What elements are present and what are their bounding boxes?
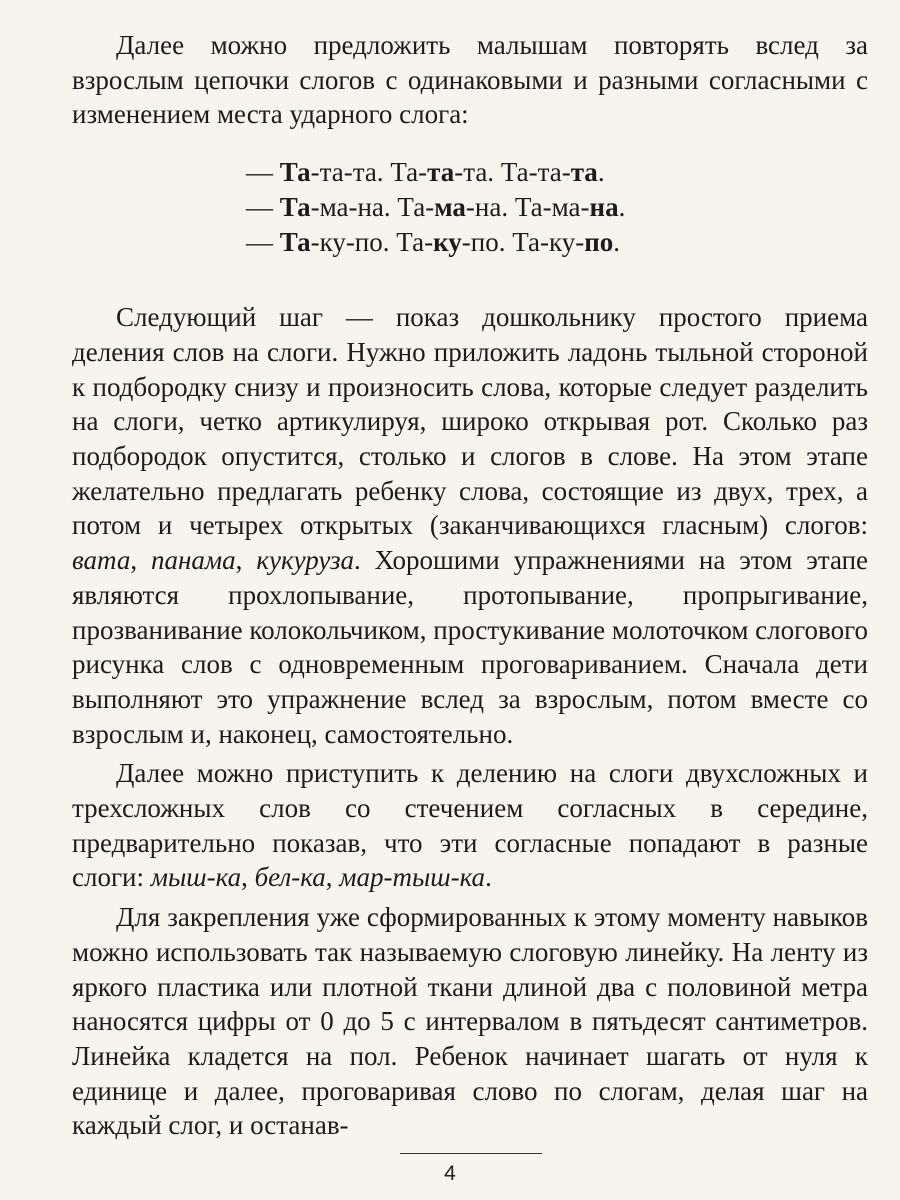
example-line-2: — Та-ма-на. Та-ма-на. Та-ма-на. <box>246 191 626 222</box>
footer-divider <box>400 1153 542 1154</box>
syllable-examples <box>246 155 868 259</box>
text-column <box>72 28 868 1143</box>
paragraph-consonant-clusters: Далее можно приступить к делению на слоги двухсложных и трехсложных слов со стечением согласных в середине, предварительно показав, что эти согласные попадают в разные слоги: мыш-ка, бел-ка, мар-тыш-ка. <box>72 758 868 893</box>
example-line-1: — Та-та-та. Та-та-та. Та-та-та. <box>246 157 605 188</box>
paragraph-syllable-division: Следующий шаг — показ дошкольнику простого приема деления слов на слоги. Нужно приложить ладонь тыльной стороной к подбородку снизу и произносить слова, которые следует разделить на слоги, четко артикулируя, широко открывая рот. Сколько раз подбородок опустится, столько и слогов в слове. На этом этапе желательно предлагать ребенку слова, состоящие из двух, трех, а потом и четырех открытых (заканчивающихся гласным) слогов: вата, панама, кукуруза. Хорошими упражнениями на этом этапе являются прохлопывание, протопывание, пропрыгивание, прозванивание колокольчиком, простукивание молоточком слогового рисунка слов с одновременным проговариванием. Сначала дети выполняют это упражнение вслед за взрослым, потом вместе со взрослым и, наконец, самостоятельно. <box>72 302 869 749</box>
paragraph-intro: Далее можно предложить малышам повторять вслед за взрослым цепочки слогов с одинаковыми и разными согласными с изменением места ударного слога: <box>72 30 868 130</box>
example-line-3: — Та-ку-по. Та-ку-по. Та-ку-по. <box>246 226 621 257</box>
paragraph-syllable-ruler: Для закрепления уже сформированных к этому моменту навыков можно использовать так называемую слоговую линейку. На ленту из яркого пластика или плотной ткани длиной два с половиной метра наносятся цифры от 0 до 5 с интервалом в пятьдесят сантиметров. Линейка кладется на пол. Ребенок начинает шагать от нуля к единице и далее, проговаривая слово по слогам, делая шаг на каждый слог, и останав- <box>72 902 868 1141</box>
page-number: 4 <box>444 1162 456 1185</box>
